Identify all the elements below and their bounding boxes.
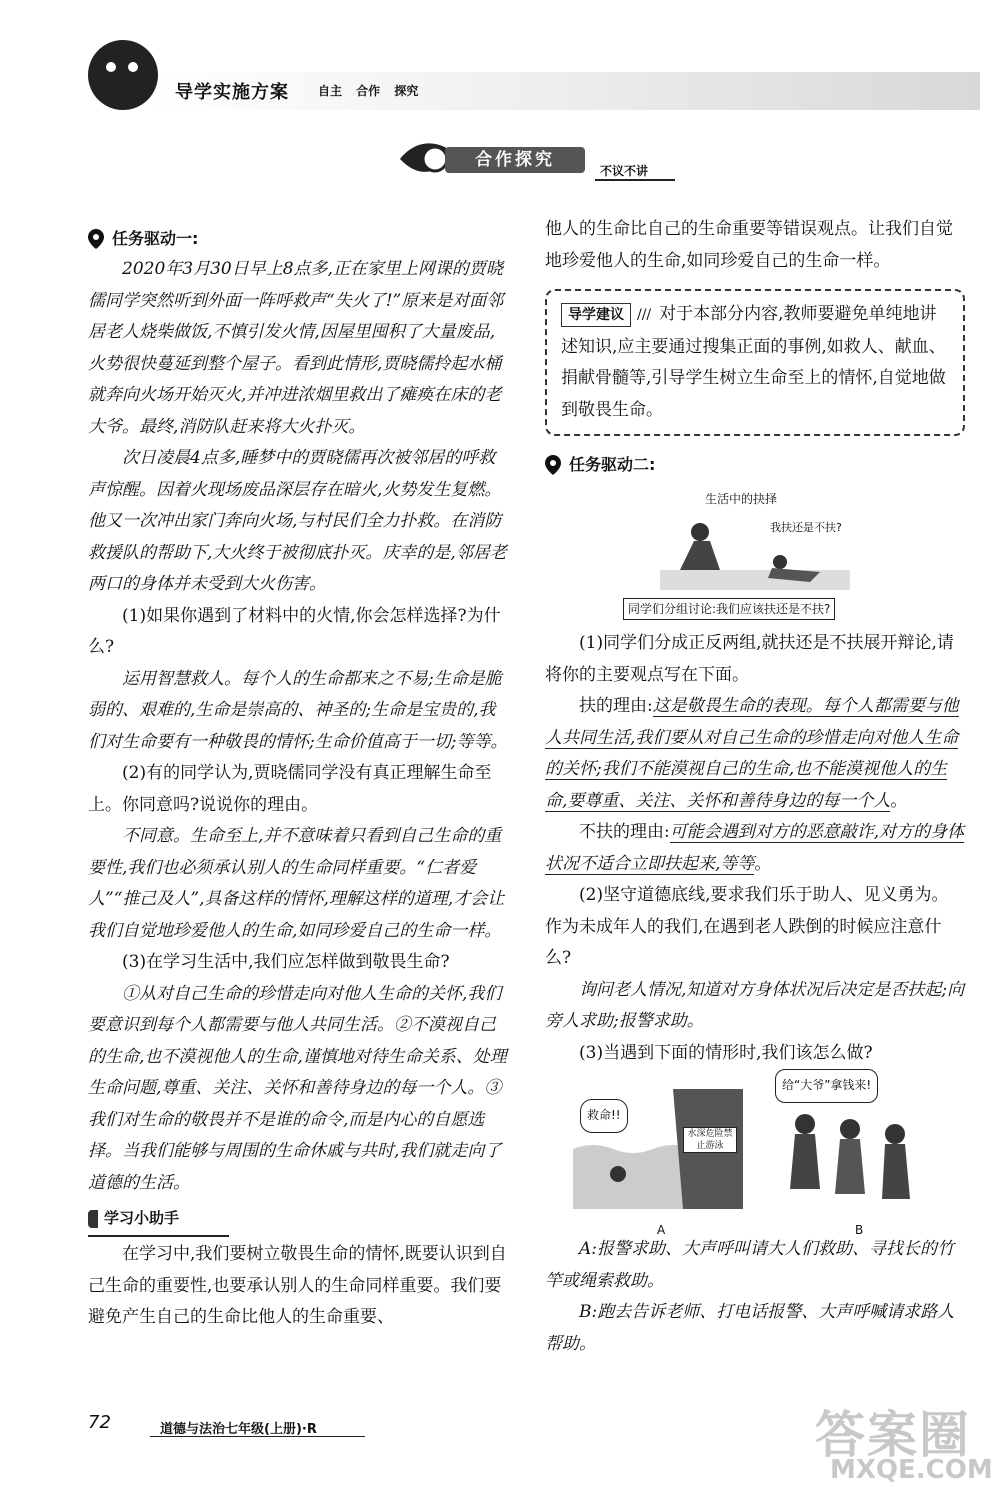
cartoon-dilemma [545, 480, 965, 628]
banner-underline [595, 179, 675, 181]
cartoon-bubble: 我扶还是不扶? [770, 521, 842, 534]
support-answer: 这是敬畏生命的表现。每个人都需要与他人共同生活,我们要从对自己生命的珍惜走向对他人生命的关怀;我们不能漠视自己的生命,也不能漠视他人的生命,要尊重、关注、关怀和善待身边的每一个人 [545, 696, 959, 811]
teaching-tip-box [545, 289, 965, 436]
question-r3: (3)当遇到下面的情形时,我们该怎么做? [579, 1042, 873, 1063]
picture-b-bubble: 给“大爷”拿钱来! [775, 1069, 878, 1103]
situation-pictures [545, 1069, 965, 1237]
picture-b-label: B [855, 1223, 864, 1237]
watermark-logo: 答案圈 [815, 1406, 971, 1464]
helper-label: 学习小助手 [104, 1209, 180, 1227]
picture-a-label: A [657, 1223, 666, 1237]
question-r2: (2)坚守道德底线,要求我们乐于助人、见义勇为。作为未成年人的我们,在遇到老人跌倒的时候应注意什么? [545, 885, 949, 968]
helper-heading [88, 1203, 229, 1237]
header-title: 导学实施方案 [175, 82, 289, 103]
book-icon [88, 1210, 98, 1228]
answer-b: B:跑去告诉老师、打电话报警、大声呼喊请求路人帮助。 [545, 1302, 955, 1354]
task1-label: 任务驱动一: [112, 229, 199, 249]
left-column [88, 224, 508, 1334]
support-reason: 扶的理由:这是敬畏生命的表现。每个人都需要与他人共同生活,我们要从对自己生命的珍惜走向对他人生命的关怀;我们不能漠视自己的生命,也不能漠视他人的生命,要尊重、关注、关怀和善待身边的每一个人。 [545, 696, 959, 811]
task2-label: 任务驱动二: [569, 455, 656, 475]
cartoon-title: 生活中的抉择 [705, 492, 778, 506]
story-paragraph-1: 2020年3月30日早上8点多,正在家里上网课的贾晓儒同学突然听到外面一阵呼救声“失火了!”原来是对面邻居老人烧柴做饭,不慎引发火情,因屋里囤积了大量废品,火势很快蔓延到整个屋子。看到此情形,贾晓儒拎起水桶就奔向火场开始灭火,并冲进浓烟里救出了瘫痪在床的老大爷。最终,消防队赶来将大火扑灭。 [88, 259, 504, 437]
watermark-site: MXQE.COM [830, 1455, 993, 1485]
helper-text: 在学习中,我们要树立敬畏生命的情怀,既要认识到自己生命的重要性,也要承认别人的生命同样重要。我们要避免产生自己的生命比他人的生命重要、 [88, 1244, 507, 1328]
header-subtitle: 自主 合作 探究 [318, 84, 419, 98]
tip-text: 对于本部分内容,教师要避免单纯地讲述知识,应主要通过搜集正面的事例,如救人、献血、捐献骨髓等,引导学生树立生命至上的情怀,自觉地做到敬畏生命。 [561, 304, 946, 420]
task2-heading [545, 450, 965, 480]
answer-2: 不同意。生命至上,并不意味着只看到自己生命的重要性,我们也必须承认别人的生命同样重要。“仁者爱人”“推己及人”,具备这样的情怀,理解这样的道理,才会让我们自觉地珍爱他人的生命,如同珍爱自己的生命一样。 [88, 826, 505, 941]
page-number: 72 [88, 1412, 111, 1433]
oppose-reason: 不扶的理由:可能会遇到对方的恶意敲诈,对方的身体状况不适合立即扶起来,等等。 [545, 822, 965, 874]
oppose-answer: 可能会遇到对方的恶意敲诈,对方的身体状况不适合立即扶起来,等等 [545, 822, 965, 874]
question-1: (1)如果你遇到了材料中的火情,你会怎样选择?为什么? [88, 605, 501, 657]
story-paragraph-2: 次日凌晨4点多,睡梦中的贾晓儒再次被邻居的呼救声惊醒。因着火现场废品深层存在暗火,火势发生复燃。他又一次冲出家门奔向火场,与村民们全力扑救。在消防救援队的帮助下,大火终于被彻底扑灭。庆幸的是,邻居老两口的身体并未受到大火伤害。 [88, 448, 507, 594]
section-banner: 合作探究 [445, 147, 585, 173]
picture-a-sign: 水深危险禁止游泳 [683, 1127, 737, 1153]
question-r1: (1)同学们分成正反两组,就扶还是不扶展开辩论,请将你的主要观点写在下面。 [545, 633, 954, 685]
mascot-icon [88, 40, 158, 110]
tip-slash-icon: /// [637, 307, 652, 323]
support-label: 扶的理由: [579, 696, 653, 716]
question-2: (2)有的同学认为,贾晓儒同学没有真正理解生命至上。你同意吗?说说你的理由。 [88, 763, 492, 815]
right-column [545, 214, 965, 1360]
cartoon-caption: 同学们分组讨论:我们应该扶还是不扶? [623, 598, 835, 620]
helper-text-continued: 他人的生命比自己的生命重要等错误观点。让我们自觉地珍爱他人的生命,如同珍爱自己的生命一样。 [545, 219, 953, 271]
answer-1: 运用智慧救人。每个人的生命都来之不易;生命是脆弱的、艰难的,生命是崇高的、神圣的;生命是宝贵的,我们对生命要有一种敬畏的情怀;生命价值高于一切;等等。 [88, 668, 508, 752]
location-pin-icon [88, 229, 104, 249]
picture-a-bubble: 救命!! [580, 1099, 628, 1133]
answer-r2: 询问老人情况,知道对方身体状况后决定是否扶起;向旁人求助;报警求助。 [545, 979, 965, 1031]
task1-heading [88, 224, 508, 254]
answer-3: ①从对自己生命的珍惜走向对他人生命的关怀,我们要意识到每个人都需要与他人共同生活。②不漠视自己的生命,也不漠视他人的生命,谨慎地对待生命关系、处理生命问题,尊重、关注、关怀和善待身边的每一个人。③我们对生命的敬畏并不是谁的命令,而是内心的自愿选择。当我们能够与周围的生命休戚与共时,我们就走向了道德的生活。 [88, 983, 507, 1193]
location-pin-icon [545, 455, 561, 475]
answer-a: A:报警求助、大声呼叫请大人们救助、寻找长的竹竿或绳索救助。 [545, 1239, 955, 1291]
oppose-label: 不扶的理由: [579, 822, 670, 842]
question-3: (3)在学习生活中,我们应怎样做到敬畏生命? [122, 952, 450, 972]
footer-line [150, 1436, 365, 1437]
picture-b-extortion [770, 1099, 930, 1214]
tip-label: 导学建议 [561, 303, 631, 327]
book-title: 道德与法治七年级(上册)·R [160, 1422, 317, 1437]
banner-note: 不议不讲 [600, 164, 649, 178]
